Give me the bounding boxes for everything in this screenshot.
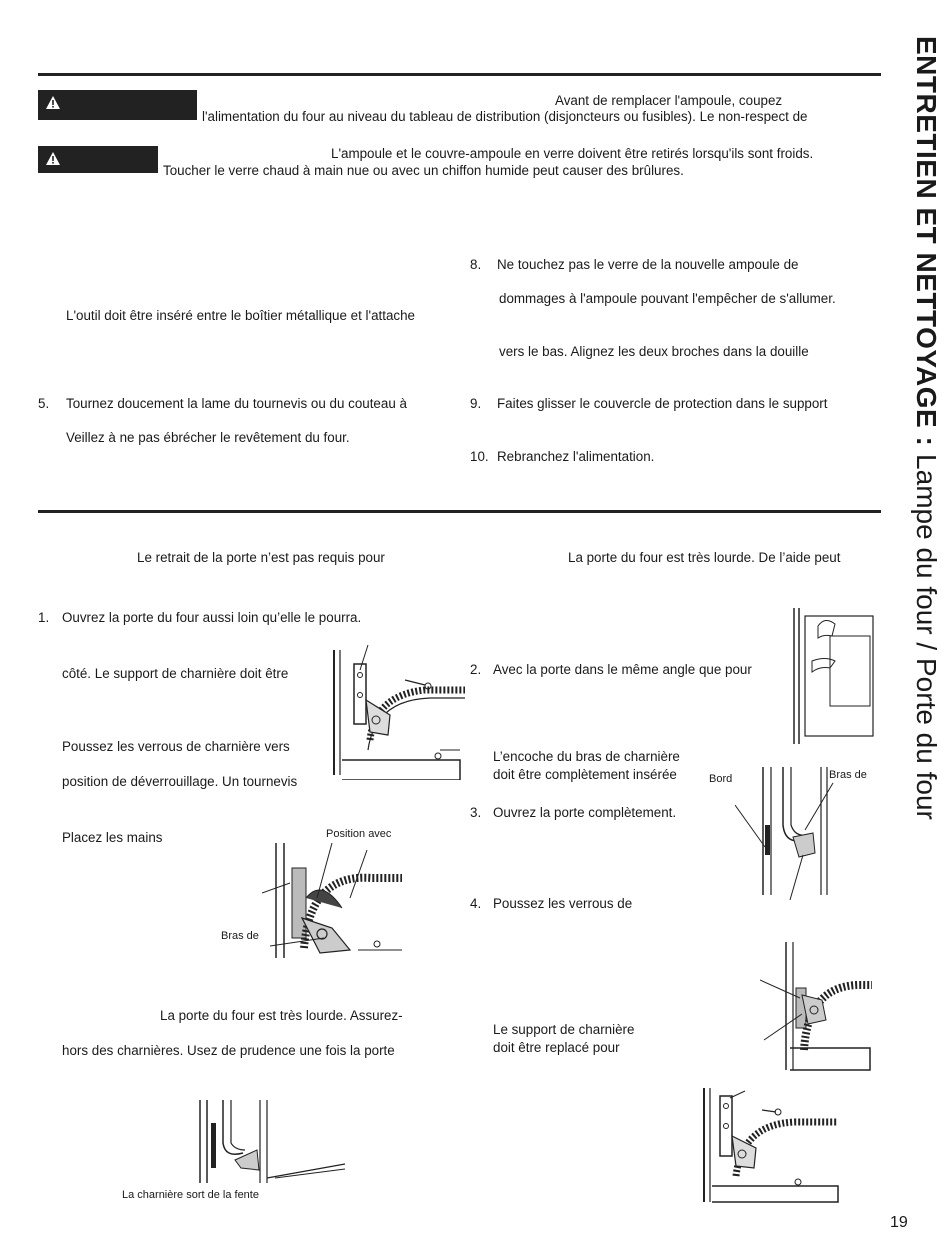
hinge-lock-figure <box>760 940 872 1072</box>
door-heavy-line1: La porte du four est très lourde. Assurez- <box>160 1008 403 1023</box>
hinge-notch-figure <box>735 765 845 905</box>
warning-2-line1: L'ampoule et le couvre-ampoule en verre doivent être retirés lorsqu'ils sont froids. <box>331 146 814 161</box>
oven-door-open-figure <box>790 606 875 746</box>
lamp-step9-number: 9. <box>470 396 482 411</box>
fig-label-position: Position avec <box>326 828 392 840</box>
door-step2: Avec la porte dans le même angle que pour <box>493 662 752 677</box>
door-step1-line2: côté. Le support de charnière doit être <box>62 666 289 681</box>
door-step3: Ouvrez la porte complètement. <box>493 805 677 820</box>
warning-icon <box>46 96 60 109</box>
door-step3-number: 3. <box>470 805 482 820</box>
top-rule <box>38 73 881 76</box>
lamp-step8: Ne touchez pas le verre de la nouvelle ampoule de <box>497 257 799 272</box>
hinge-bracket-figure <box>330 640 465 780</box>
door-step1-number: 1. <box>38 610 50 625</box>
warning-label-2 <box>38 146 158 173</box>
lamp-step5-note: Veillez à ne pas ébrécher le revêtement du four. <box>66 430 350 445</box>
warning-icon <box>46 152 60 165</box>
door-intro-right: La porte du four est très lourde. De l’aide peut <box>568 550 841 565</box>
page-number: 19 <box>890 1214 908 1231</box>
door-intro-left: Le retrait de la porte n’est pas requis pour <box>137 550 385 565</box>
door-step1-line5: Placez les mains <box>62 830 163 845</box>
door-notch-line1: L’encoche du bras de charnière <box>493 749 680 764</box>
side-title-normal: Lampe du four / Porte du four <box>911 446 942 820</box>
door-heavy-line2: hors des charnières. Usez de prudence une fois la porte <box>62 1043 395 1058</box>
door-step4: Poussez les verrous de <box>493 896 633 911</box>
warning-label-1 <box>38 90 197 120</box>
door-step1-line3: Poussez les verrous de charnière vers <box>62 739 290 754</box>
door-step1: Ouvrez la porte du four aussi loin qu’elle le pourra. <box>62 610 362 625</box>
fig-caption-hinge-exit: La charnière sort de la fente <box>122 1189 259 1201</box>
lamp-step8-line2: dommages à l'ampoule pouvant l'empêcher de s'allumer. <box>499 291 836 306</box>
lamp-step9: Faites glisser le couvercle de protection dans le support <box>497 396 828 411</box>
fig-label-bras-left: Bras de <box>221 930 259 942</box>
fig-label-bord: Bord <box>709 773 733 785</box>
side-title <box>906 36 946 1236</box>
door-support-line1: Le support de charnière <box>493 1022 635 1037</box>
door-step1-line4: position de déverrouillage. Un tournevis <box>62 774 298 789</box>
door-step2-number: 2. <box>470 662 482 677</box>
middle-rule <box>38 510 881 513</box>
fig-label-bras-right: Bras de <box>829 769 867 781</box>
lamp-step10-number: 10. <box>470 449 489 464</box>
hinge-exit-slot-figure <box>195 1098 350 1190</box>
door-notch-line2: doit être complètement insérée <box>493 767 677 782</box>
hinge-lock-position-figure <box>262 838 402 963</box>
side-title-bold: ENTRETIEN ET NETTOYAGE : <box>911 36 942 447</box>
door-step4-number: 4. <box>470 896 482 911</box>
lamp-step8-line3: vers le bas. Alignez les deux broches dans la douille <box>499 344 809 359</box>
warning-1-line1: Avant de remplacer l'ampoule, coupez <box>555 93 783 108</box>
lamp-step5-number: 5. <box>38 396 50 411</box>
door-support-line2: doit être replacé pour <box>493 1040 620 1055</box>
warning-1-line2: l'alimentation du four au niveau du tableau de distribution (disjoncteurs ou fusibles). Le non-respect de <box>202 109 808 124</box>
lamp-step10: Rebranchez l'alimentation. <box>497 449 655 464</box>
lamp-step5: Tournez doucement la lame du tournevis ou du couteau à <box>66 396 407 411</box>
hinge-bracket-replaced-figure <box>700 1086 840 1204</box>
lamp-tool-note: L'outil doit être inséré entre le boîtier métallique et l'attache <box>66 308 416 323</box>
lamp-step8-number: 8. <box>470 257 482 272</box>
warning-2-line2: Toucher le verre chaud à main nue ou avec un chiffon humide peut causer des brûlures. <box>163 163 684 178</box>
